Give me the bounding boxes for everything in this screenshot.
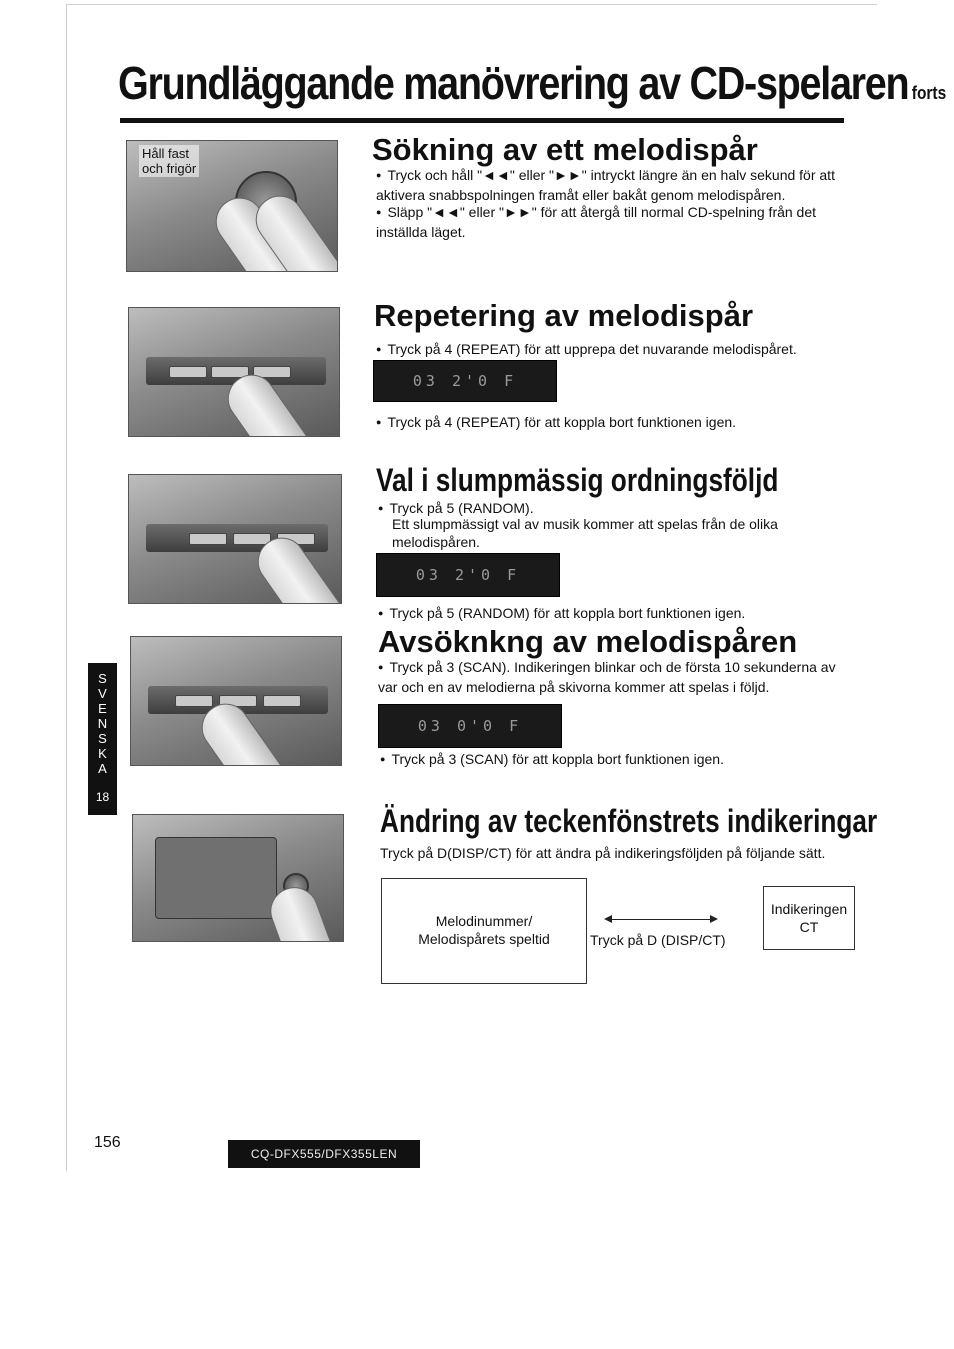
preset-button xyxy=(189,533,227,545)
page-title-suffix: forts xyxy=(911,83,947,103)
side-tab-letter: V xyxy=(98,686,107,701)
bullet-repeat-off: ● Tryck på 4 (REPEAT) för att koppla bort funktionen igen. xyxy=(376,413,846,433)
disp-intro: Tryck på D(DISP/CT) för att ändra på indikeringsföljden på följande sätt. xyxy=(380,845,826,861)
model-badge: CQ-DFX555/DFX355LEN xyxy=(228,1140,420,1168)
callout-line-2: och frigör xyxy=(142,161,197,176)
photo-search-buttons xyxy=(126,140,338,272)
page-title xyxy=(118,52,947,114)
bullet-random-on: ● Tryck på 5 (RANDOM). xyxy=(378,499,848,519)
bullet-scan-off: ● Tryck på 3 (SCAN) för att koppla bort funktionen igen. xyxy=(380,750,850,770)
bullet-random-off: ● Tryck på 5 (RANDOM) för att koppla bort funktionen igen. xyxy=(378,604,848,624)
random-description: Ett slumpmässigt val av musik kommer att spelas från de olika melodispåren. xyxy=(392,516,778,550)
box-right-line-1: Indikeringen xyxy=(770,901,848,917)
bullet-repeat-on: ● Tryck på 4 (REPEAT) för att upprepa det nuvarande melodispåret. xyxy=(376,340,846,360)
preset-button xyxy=(263,695,301,707)
section-title-andring: Ändring av teckenfönstrets indikeringar xyxy=(380,803,878,839)
section-title-avsokning: Avsöknkng av melodispåren xyxy=(378,624,798,659)
language-side-tab xyxy=(88,663,117,815)
side-tab-letter: E xyxy=(98,701,107,716)
section-title-slump: Val i slumpmässig ordningsföljd xyxy=(376,462,779,498)
side-tab-letter: S xyxy=(98,731,107,746)
page-number: 156 xyxy=(94,1134,121,1151)
photo-callout xyxy=(139,145,199,177)
section-title-repetering: Repetering av melodispår xyxy=(374,298,754,333)
box-right-line-2: CT xyxy=(799,919,819,935)
side-tab-letter: S xyxy=(98,671,107,686)
callout-line-1: Håll fast xyxy=(142,146,189,161)
faceplate-display xyxy=(155,837,277,919)
diagram-box-ct xyxy=(763,886,855,950)
side-tab-letters xyxy=(98,671,107,776)
lcd-display-repeat: 03 2'0 F xyxy=(373,360,557,402)
title-rule xyxy=(120,118,844,123)
section-title-sokning: Sökning av ett melodispår xyxy=(372,132,758,167)
diagram-box-track-time xyxy=(381,878,587,984)
arrow-label: Tryck på D (DISP/CT) xyxy=(590,932,726,948)
photo-scan-button xyxy=(130,636,342,766)
lcd-display-scan: 03 0'0 F xyxy=(378,704,562,748)
double-arrow-icon xyxy=(606,919,716,920)
bullet-sokning-2: ● Släpp "◄◄" eller "►►" för att återgå till normal CD-spelning från det inställda läget. xyxy=(376,203,848,241)
photo-disp-button xyxy=(132,814,344,942)
lcd-display-random: 03 2'0 F xyxy=(376,553,560,597)
photo-repeat-button xyxy=(128,307,340,437)
side-tab-letter: A xyxy=(98,761,107,776)
bullet-scan-on: ● Tryck på 3 (SCAN). Indikeringen blinkar och de första 10 sekunderna av var och en av melodierna på skivorna kommer att spelas i följd. xyxy=(378,658,850,696)
page-title-text: Grundläggande manövrering av CD-spelaren xyxy=(118,57,909,109)
preset-button xyxy=(169,366,207,378)
side-tab-letter: K xyxy=(98,746,107,761)
preset-button xyxy=(175,695,213,707)
box-left-line-1: Melodinummer/ xyxy=(435,913,533,929)
photo-random-button xyxy=(128,474,342,604)
bullet-sokning-1: ● Tryck och håll "◄◄" eller "►►" intryckt längre än en halv sekund för att aktivera snabbspolningen framåt eller bakåt genom melodispåren. xyxy=(376,166,848,204)
side-tab-number: 18 xyxy=(95,790,110,804)
side-tab-letter: N xyxy=(97,716,108,731)
box-left-line-2: Melodispårets speltid xyxy=(418,931,550,947)
